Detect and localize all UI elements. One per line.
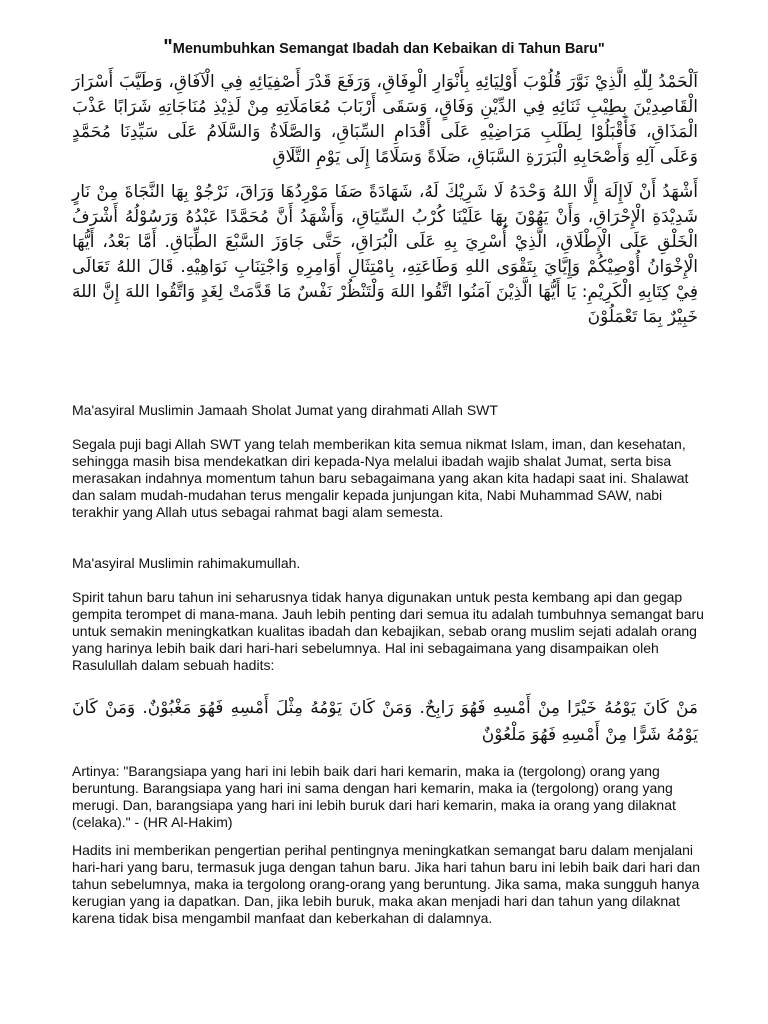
arabic-opening-praise: اَلْحَمْدُ لِلّٰهِ الَّذِيْ نَوَّرَ قُلُوْبَ أَوْلِيَائِهِ بِأَنْوَارِ الْوِفَاقِ، وَرَفَعَ قَدْرَ أَصْفِيَائِهِ فِي الْآفَاقِ، وَطَيَّبَ أَسْرَارَ الْقَاصِدِيْنَ بِطِيْبِ ثَنَائِهِ فِي الدِّيْنِ وَفَاقٍ، وَسَقَى أَرْبَابَ مُعَامَلَاتِهِ مِنْ لَذِيْذِ مُنَاجَاتِهِ شَرَابًا عَذْبَ الْمَذَاقِ، فَأَقْبَلُوْا لِطَلَبِ مَرَاضِيْهِ عَلَى أَقْدَامِ السِّبَاقِ، وَالصَّلَاةُ وَالسَّلَامُ عَلَى سَيِّدِنَا مُحَمَّدٍ وَعَلَى آلِهِ وَأَصْحَابِهِ الْبَرَرَةِ السَّبَاقِ، صَلَاةً وَسَلَامًا إِلَى يَوْمِ التَّلَاقِ [72, 72, 698, 167]
greeting-line-2: Ma'asyiral Muslimin rahimakumullah. [72, 555, 301, 571]
title-open-quote: " [163, 36, 173, 58]
hadith-translation: Artinya: "Barangsiapa yang hari ini lebih baik dari hari kemarin, maka ia (tergolong) orang yang beruntung. Barangsiapa yang hari ini sama dengan hari kemarin, maka ia (tergolong) orang yang merugi. Dan, barangsiapa yang hari ini lebih buruk dari hari kemarin, maka ia orang yang dilaknat (celaka)." - (HR Al-Hakim) [72, 763, 676, 830]
arabic-hadith: مَنْ كَانَ يَوْمُهُ خَيْرًا مِنْ أَمْسِهِ فَهُوَ رَابِحٌ. وَمَنْ كَانَ يَوْمُهُ مِثْلَ أَمْسِهِ فَهُوَ مَغْبُوْنٌ. وَمَنْ كَانَ يَوْمُهُ شَرًّا مِنْ أَمْسِهِ فَهُوَ مَلْعُوْنٌ [72, 698, 698, 745]
body-paragraph-1: Segala puji bagi Allah SWT yang telah memberikan kita semua nikmat Islam, iman, dan kesehatan, sehingga masih bisa mendekatkan diri kepada-Nya melalui ibadah wajib shalat Jumat, serta bisa merasakan indahnya momentum tahun baru sebagaimana yang akan kita hadapi saat ini. Shalawat dan salam mudah-mudahan terus mengalir kepada junjungan kita, Nabi Muhammad SAW, nabi terakhir yang Allah utus sebagai rahmat bagi alam semesta. [72, 436, 689, 520]
body-paragraph-3: Hadits ini memberikan pengertian perihal pentingnya meningkatkan semangat baru dalam menjalani hari-hari yang baru, termasuk juga dengan tahun baru. Jika hari tahun baru ini lebih baik dari hari dan tahun sebelumnya, maka ia tergolong orang-orang yang beruntung. Jika sama, maka sungguh hanya kerugian yang ia dapatkan. Dan, jika lebih buruk, maka akan menjadi hari dan tahun yang dilaknat karena tidak bisa mengambil manfaat dan keberkahan di dalamnya. [72, 842, 701, 926]
title-text: Menumbuhkan Semangat Ibadah dan Kebaikan di Tahun Baru" [172, 41, 605, 57]
document-title [0, 36, 768, 60]
body-paragraph-2: Spirit tahun baru tahun ini seharusnya tidak hanya digunakan untuk pesta kembang api dan gegap gempita terompet di mana-mana. Jauh lebih penting dari semua itu adalah tumbuhnya semangat baru untuk semakin meningkatkan kualitas ibadah dan kebajikan, sebab orang muslim sejati adalah orang yang harinya lebih baik dari hari-hari sebelumnya. Hal ini sebagaimana yang disampaikan oleh Rasulullah dalam sebuah hadits: [72, 589, 704, 673]
greeting-line: Ma'asyiral Muslimin Jamaah Sholat Jumat yang dirahmati Allah SWT [72, 402, 498, 418]
arabic-shahada-passage: أَشْهَدُ أَنْ لَاإِلَهَ إِلَّا اللهُ وَحْدَهُ لَا شَرِيْكَ لَهُ، شَهَادَةً صَفَا مَوْرِدُهَا وَرَاقَ، نَرْجُوْ بِهَا النَّجَاةَ مِنْ نَارٍ شَدِيْدَةِ الْإِحْرَاقِ، وَأَنْ يَهُوْنَ بِهَا عَلَيْنَا كُرْبُ السِّيَاقِ، وَأَشْهَدُ أَنَّ مُحَمَّدًا عَبْدُهُ وَرَسُوْلُهُ أَشْرَفُ الْخَلْقِ عَلَى الْإِطْلَاقِ، الَّذِيْ أُسْرِيَ بِهِ عَلَى الْبُرَاقِ، حَتَّى جَاوَزَ السَّبْعَ الطِّبَاقِ. أَمَّا بَعْدُ، أَيُّهَا الْإِخْوَانُ أُوْصِيْكُمْ وَإِيَّايَ بِتَقْوَى اللهِ وَطَاعَتِهِ، بِامْتِثَالِ أَوَامِرِهِ وَاجْتِنَابِ نَوَاهِيْهِ. قَالَ اللهُ تَعَالَى فِيْ كِتَابِهِ الْكَرِيْمِ: يَا أَيُّهَا الَّذِيْنَ آمَنُوا اتَّقُوا اللهَ وَلْتَنْظُرْ نَفْسٌ مَا قَدَّمَتْ لِغَدٍ وَاتَّقُوا اللهَ إِنَّ اللهَ خَبِيْرٌ بِمَا تَعْمَلُوْنَ [72, 182, 698, 327]
